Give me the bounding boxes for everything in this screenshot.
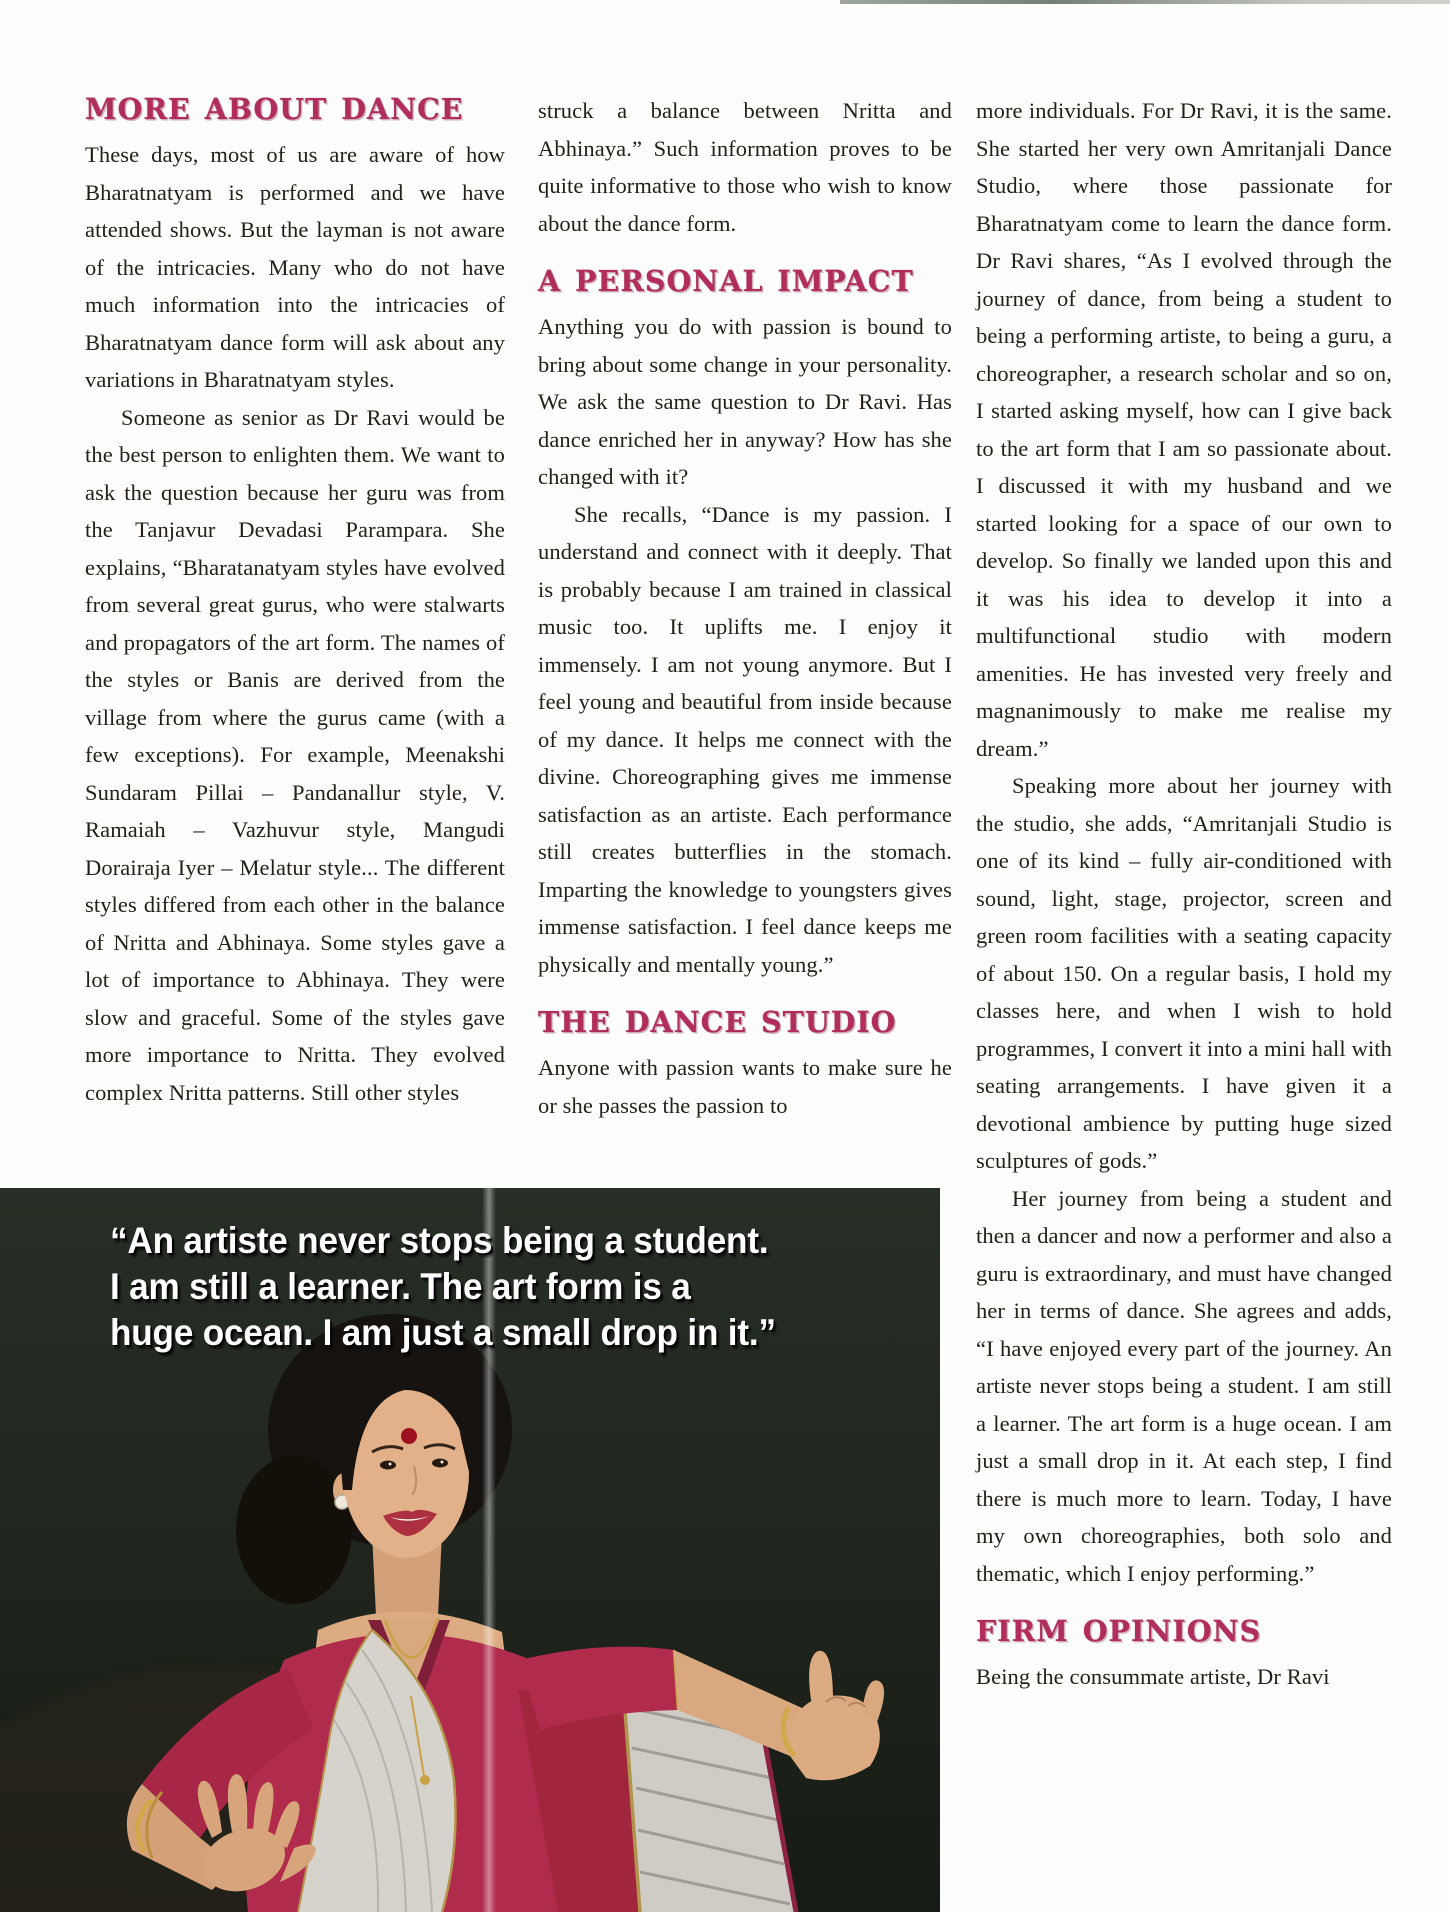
scan-edge-line — [840, 0, 1450, 4]
article-paragraph: Speaking more about her journey with the studio, she adds, “Amritanjali Studio is one of its kind – fully air-conditioned with sound, light, stage, projector, screen and green room facilities with a seating capacity of about 150. On a regular basis, I hold my classes here, and when I wish to hold programmes, I convert it into a mini hall with seating arrangements. I have given it a devotional ambience by putting huge sized sculptures of gods.” — [976, 773, 1392, 1173]
bindi — [401, 1428, 417, 1444]
article-paragraph: Being the consummate artiste, Dr Ravi — [976, 1664, 1330, 1689]
article-paragraph: struck a balance between Nritta and Abhinaya.” Such information proves to be quite informative to those who wish to know about the dance form. — [538, 98, 952, 236]
text-column-3 — [976, 92, 1392, 1696]
dancer-photo — [0, 1188, 940, 1912]
pull-quote-line: “An artiste never stops being a student. — [110, 1220, 769, 1261]
text-column-1 — [85, 92, 505, 1111]
pull-quote — [110, 1218, 851, 1356]
article-paragraph: more individuals. For Dr Ravi, it is the same. She started her very own Amritanjali Dance Studio, where those passionate for Bharatnatyam come to learn the dance form. Dr Ravi shares, “As I evolved through the journey of dance, from being a student to being a performing artiste, to being a guru, a choreographer, a research scholar and so on, I started asking myself, how can I give back to the art form that I am so passionate about. I discussed it with my husband and we started looking for a space of our own to develop. So finally we landed upon this and it was his idea to develop it into a multifunctional studio with modern amenities. He has invested very freely and magnanimously to make me realise my dream.” — [976, 98, 1392, 761]
article-paragraph: Anyone with passion wants to make sure he or she passes the passion to — [538, 1055, 952, 1118]
section-heading-the-dance-studio: THE DANCE STUDIO — [538, 1005, 897, 1039]
pull-quote-line: huge ocean. I am just a small drop in it.” — [110, 1312, 776, 1353]
article-paragraph: Someone as senior as Dr Ravi would be the best person to enlighten them. We want to ask the question because her guru was from the Tanjavur Devadasi Parampara. She explains, “Bharatanatyam styles have evolved from several great gurus, who were stalwarts and propagators of the art form. The names of the styles or Banis are derived from the village from where the gurus came (with a few exceptions). For example, Meenakshi Sundaram Pillai – Pandanallur style, V. Ramaiah – Vazhuvur style, Mangudi Dorairaja Iyer – Melatur style... The different styles differed from each other in the balance of Nritta and Abhinaya. Some styles gave a lot of importance to Abhinaya. They were slow and graceful. Some of the styles gave more importance to Nritta. They evolved complex Nritta patterns. Still other styles — [85, 404, 505, 1105]
article-paragraph: She recalls, “Dance is my passion. I understand and connect with it deeply. That is probably because I am trained in classical music too. It uplifts me. I enjoy it immensely. I am not young anymore. But I feel young and beautiful from inside because of my dance. It helps me connect with the divine. Choreographing gives me immense satisfaction as an artiste. Each performance still creates butterflies in the stomach. Imparting the knowledge to youngsters gives immense satisfaction. I feel dance keeps me physically and mentally young.” — [538, 501, 952, 977]
article-paragraph: Anything you do with passion is bound to bring about some change in your personality. We ask the same question to Dr Ravi. Has dance enriched her in anyway? How has she changed with it? — [538, 314, 952, 489]
section-heading-more-about-dance: MORE ABOUT DANCE — [85, 92, 464, 126]
section-heading-firm-opinions: FIRM OPINIONS — [976, 1614, 1262, 1648]
article-paragraph: Her journey from being a student and then a dancer and now a performer and also a guru is extraordinary, and must have changed her in terms of dance. She agrees and adds, “I have enjoyed every part of the journey. An artiste never stops being a student. I am still a learner. The art form is a huge ocean. I am just a small drop in it. At each step, I find there is much more to learn. Today, I have my own choreographies, both solo and thematic, which I enjoy performing.” — [976, 1185, 1392, 1586]
eye-right — [432, 1459, 448, 1468]
eye-left — [380, 1461, 396, 1470]
necklace-pendant — [420, 1775, 430, 1785]
section-heading-a-personal-impact: A PERSONAL IMPACT — [538, 264, 914, 298]
article-paragraph: These days, most of us are aware of how Bharatnatyam is performed and we have attended shows. But the layman is not aware of the intricacies. Many who do not have much information into the intricacies of Bharatnatyam dance form will ask about any variations in Bharatnatyam styles. — [85, 142, 505, 392]
dancer-hair-bun — [236, 1456, 352, 1604]
text-column-2 — [538, 92, 952, 1124]
pull-quote-line: I am still a learner. The art form is a — [110, 1266, 691, 1307]
